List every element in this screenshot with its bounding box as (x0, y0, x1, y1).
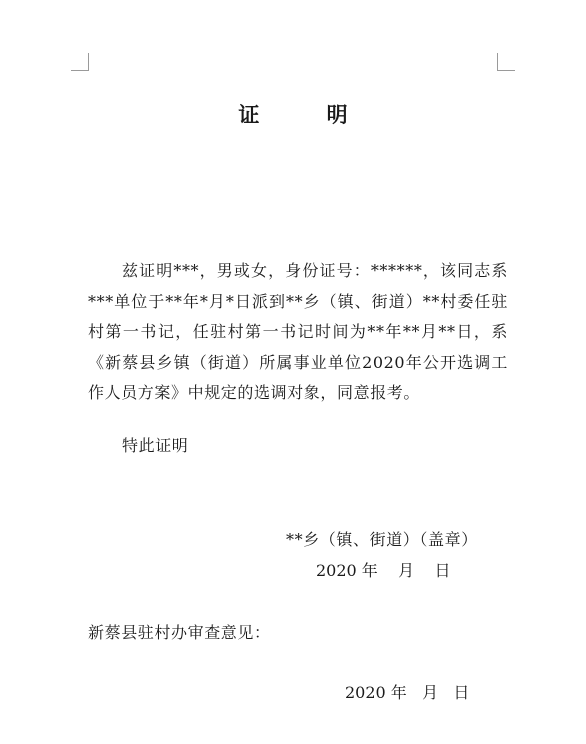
margin-mark-top-left (71, 70, 89, 71)
margin-mark-top-right (497, 53, 498, 71)
closing-phrase: 特此证明 (122, 436, 189, 455)
review-date: 2020 年 月 日 (345, 683, 470, 702)
certificate-body: 兹证明***，男或女，身份证号：******，该同志系***单位于**年*月*日派到**乡（镇、街道）**村委任驻村第一书记，任驻村第一书记时间为**年**月**日，系《新蔡县乡镇（街道）所属事业单位2020年公开选调工作人员方案》中规定的选调对象，同意报考。 (88, 261, 508, 402)
document-title: 证 明 (238, 103, 378, 127)
margin-mark-top-right (497, 70, 515, 71)
issue-date: 2020 年 月 日 (316, 561, 451, 580)
seal-line: **乡（镇、街道）（盖章） (286, 530, 478, 549)
review-opinion-label: 新蔡县驻村办审查意见： (88, 623, 271, 642)
margin-mark-top-left (88, 53, 89, 71)
